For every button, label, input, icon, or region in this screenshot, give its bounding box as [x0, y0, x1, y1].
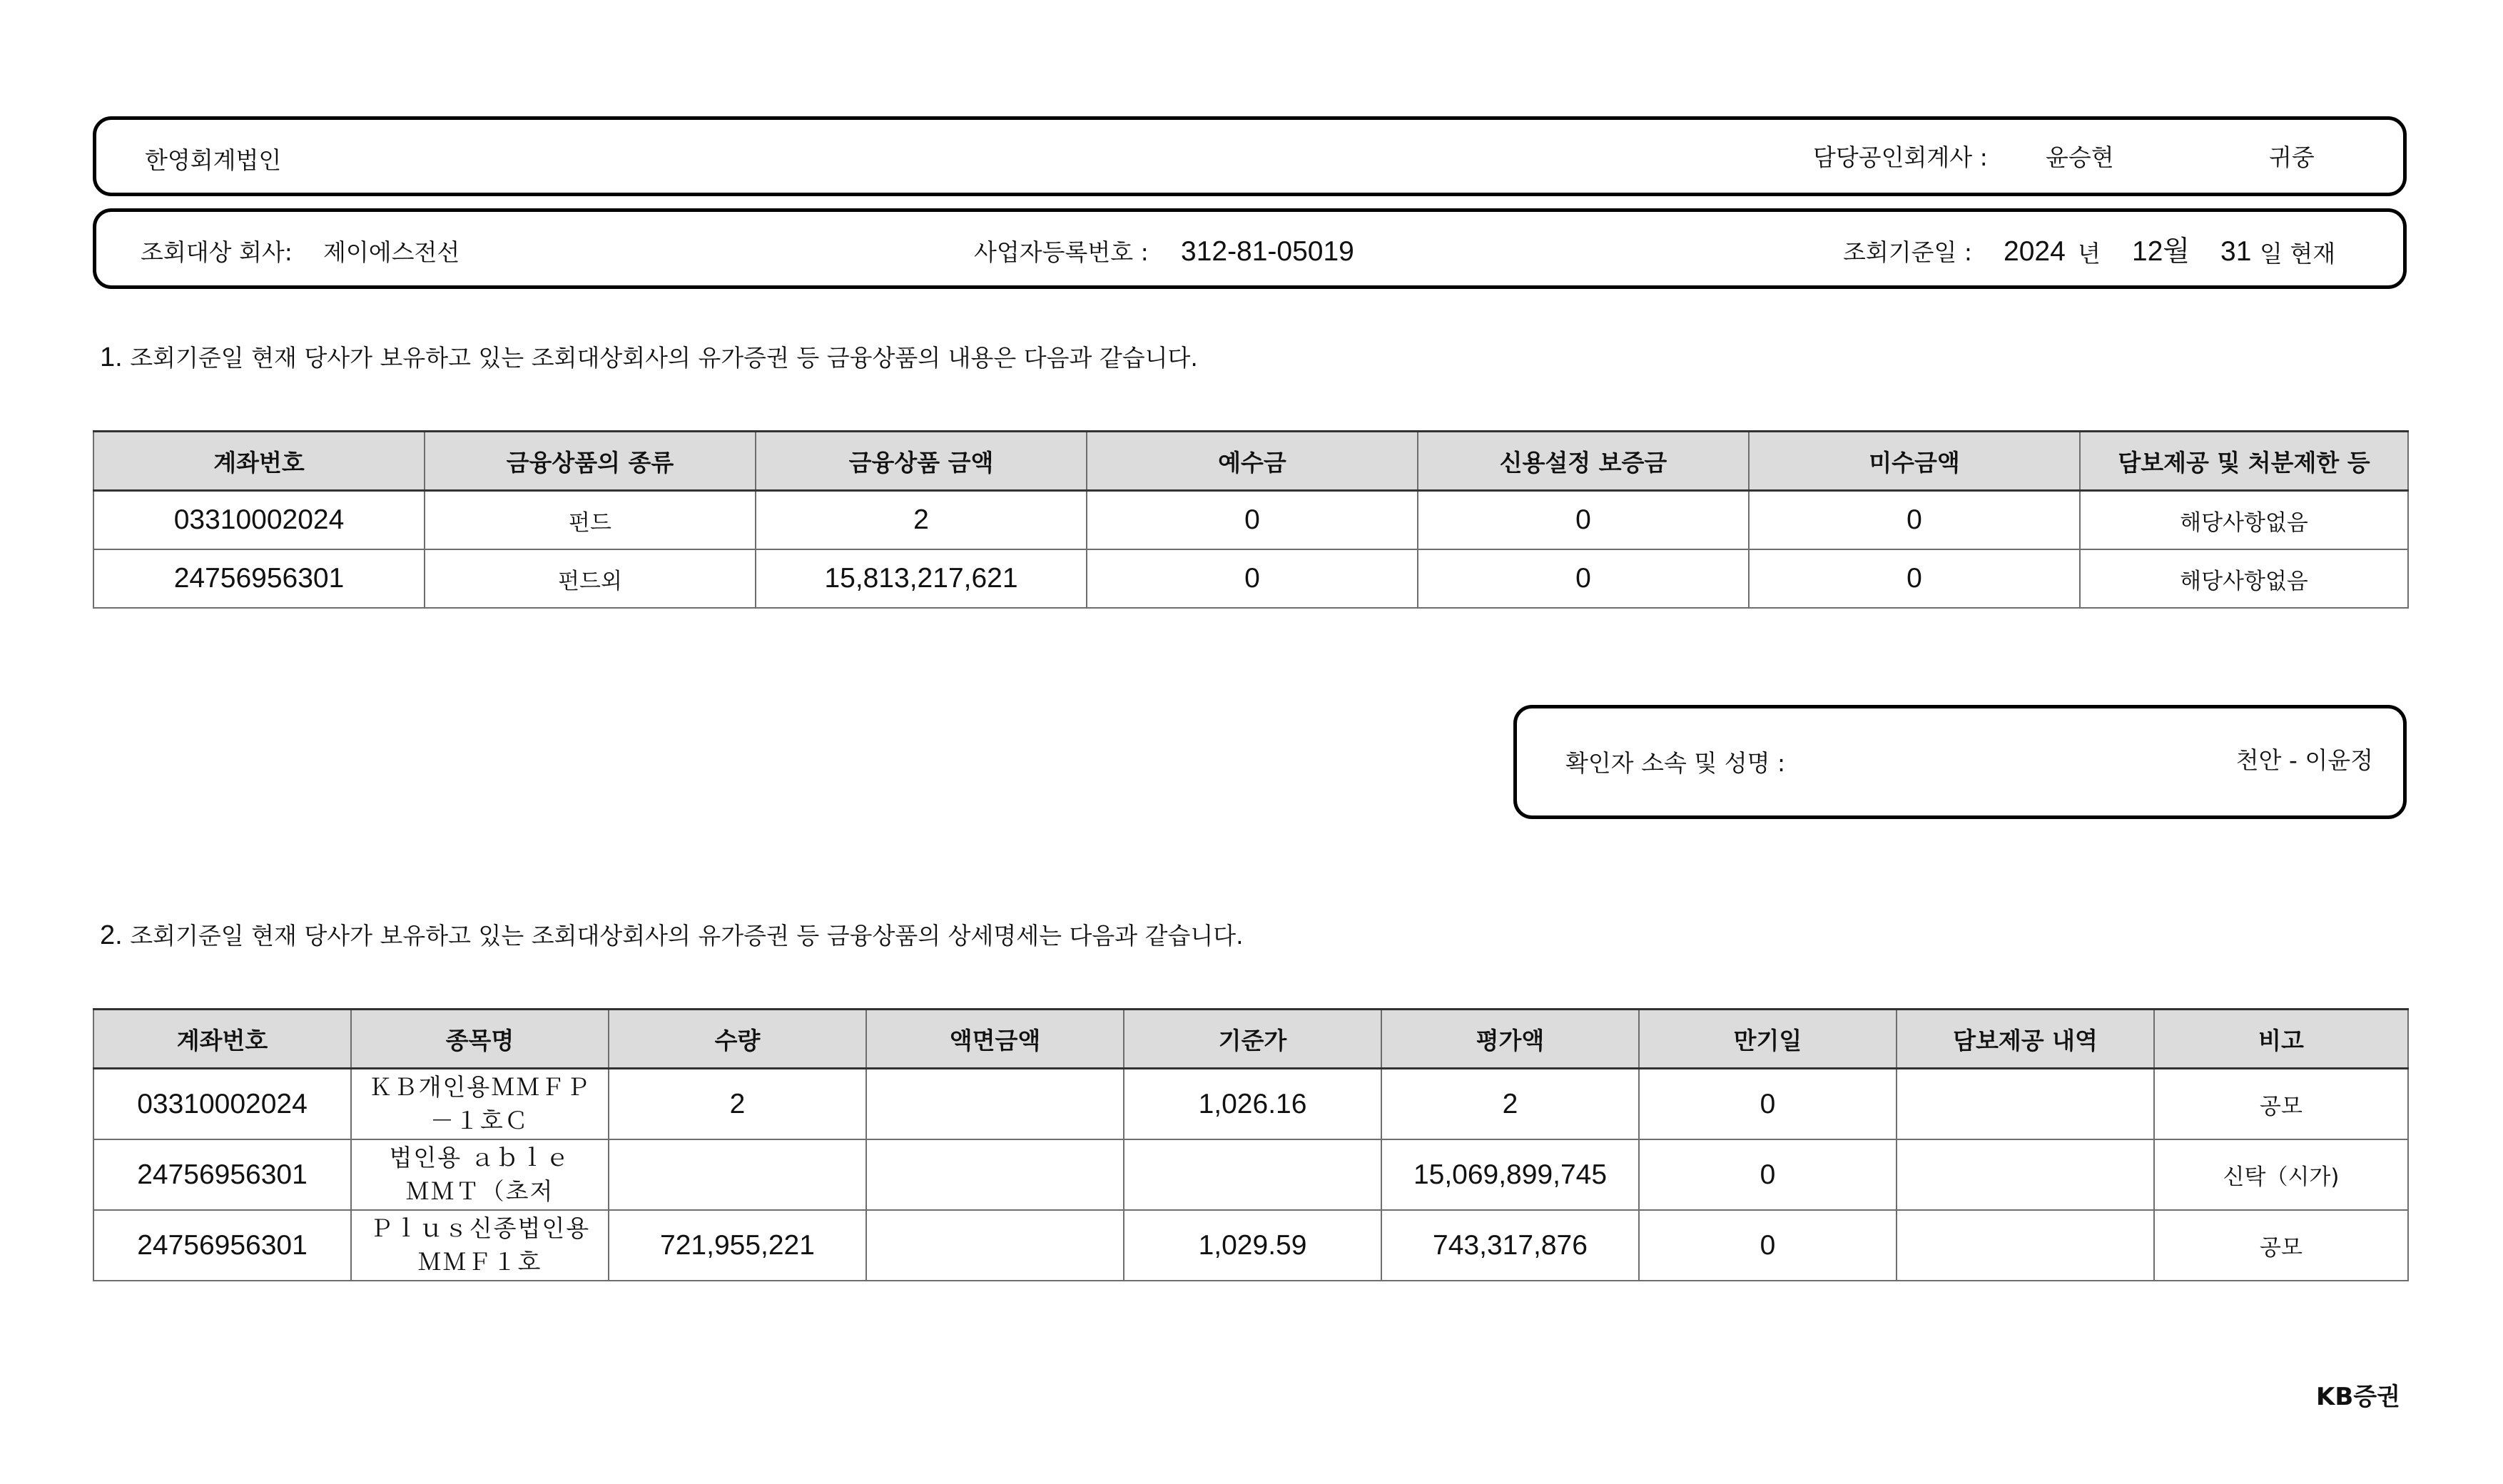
cell-account: 03310002024: [93, 491, 425, 550]
cell-base-price: [1124, 1139, 1381, 1210]
cell-quantity: 721,955,221: [609, 1210, 866, 1281]
col-deposit: 예수금: [1087, 432, 1418, 491]
col-receivable: 미수금액: [1749, 432, 2080, 491]
cell-collateral-detail: [1897, 1139, 2154, 1210]
cell-deposit: 0: [1087, 549, 1418, 608]
cell-valuation: 743,317,876: [1381, 1210, 1639, 1281]
cell-account: 24756956301: [93, 549, 425, 608]
cell-collateral-detail: [1897, 1069, 2154, 1140]
cell-security-name: [351, 1139, 609, 1210]
table-row: [93, 491, 2408, 550]
date-day: 31: [2220, 236, 2252, 267]
date-month: 12월: [2132, 236, 2190, 267]
security-name-line2: －１호Ｃ: [430, 1106, 529, 1134]
cell-maturity: 0: [1639, 1069, 1897, 1140]
security-name-line1: Ｐｌｕｓ신종법인용: [369, 1214, 591, 1243]
table-row: [93, 549, 2408, 608]
holdings-detail-table: [93, 1008, 2409, 1281]
col-collateral: 담보제공 및 처분제한 등: [2080, 432, 2408, 491]
cell-valuation: 2: [1381, 1069, 1639, 1140]
cell-credit-deposit: 0: [1418, 549, 1749, 608]
firm-name: 한영회계법인: [145, 146, 282, 174]
cell-valuation: 15,069,899,745: [1381, 1139, 1639, 1210]
cell-remarks: 공모: [2154, 1069, 2408, 1140]
company-name: 제이에스전선: [323, 238, 460, 266]
confirmer-box: [1513, 705, 2407, 819]
col-account: 계좌번호: [93, 432, 425, 491]
table-header-row: [93, 432, 2408, 491]
col-face-amount: 액면금액: [866, 1010, 1124, 1069]
reg-no-label: 사업자등록번호 :: [974, 238, 1149, 266]
cell-account: 03310002024: [93, 1069, 351, 1140]
cell-account: 24756956301: [93, 1139, 351, 1210]
col-maturity: 만기일: [1639, 1010, 1897, 1069]
col-valuation: 평가액: [1381, 1010, 1639, 1069]
cell-face-amount: [866, 1069, 1124, 1140]
cell-maturity: 0: [1639, 1210, 1897, 1281]
cell-remarks: 신탁（시가): [2154, 1139, 2408, 1210]
col-collateral-detail: 담보제공 내역: [1897, 1010, 2154, 1069]
cell-remarks: 공모: [2154, 1210, 2408, 1281]
security-name-line1: 법인용 ａｂｌｅ: [389, 1144, 571, 1172]
section1-number: 1.: [100, 342, 123, 372]
table-row: [93, 1139, 2408, 1210]
cell-base-price: 1,029.59: [1124, 1210, 1381, 1281]
table-row: [93, 1069, 2408, 1140]
cell-collateral-detail: [1897, 1210, 2154, 1281]
cell-product-amount: 15,813,217,621: [756, 549, 1087, 608]
security-name-line2: ＭＭＴ（초저: [405, 1176, 554, 1205]
date-label: 조회기준일 :: [1843, 238, 1972, 266]
col-product-type: 금융상품의 종류: [425, 432, 756, 491]
cell-face-amount: [866, 1139, 1124, 1210]
cpa-label: 담당공인회계사 :: [1813, 143, 1988, 171]
cell-maturity: 0: [1639, 1139, 1897, 1210]
col-product-amount: 금융상품 금액: [756, 432, 1087, 491]
cell-product-type: 펀드외: [425, 549, 756, 608]
addressee-box: [93, 116, 2407, 196]
cell-receivable: 0: [1749, 549, 2080, 608]
honorific: 귀중: [2269, 143, 2315, 171]
security-name-line2: ＭＭＦ１호: [417, 1247, 542, 1276]
date-year-unit: 년: [2078, 240, 2101, 268]
cell-quantity: [609, 1139, 866, 1210]
cell-deposit: 0: [1087, 491, 1418, 550]
section2-heading: [100, 922, 1244, 949]
cell-product-amount: 2: [756, 491, 1087, 550]
table-row: [93, 1210, 2408, 1281]
section2-number: 2.: [100, 920, 123, 950]
cpa-name: 윤승현: [2046, 143, 2114, 171]
col-security-name: 종목명: [351, 1010, 609, 1069]
col-credit-deposit: 신용설정 보증금: [1418, 432, 1749, 491]
cell-product-type: 펀드: [425, 491, 756, 550]
cell-account: 24756956301: [93, 1210, 351, 1281]
cell-receivable: 0: [1749, 491, 2080, 550]
cell-quantity: 2: [609, 1069, 866, 1140]
company-label: 조회대상 회사:: [141, 238, 293, 266]
confirmer-value: 천안 - 이윤정: [2235, 746, 2373, 774]
section1-text: 조회기준일 현재 당사가 보유하고 있는 조회대상회사의 유가증권 등 금융상품의 내용은 다음과 같습니다.: [130, 344, 1198, 372]
date-year: 2024: [2004, 236, 2066, 267]
section2-text: 조회기준일 현재 당사가 보유하고 있는 조회대상회사의 유가증권 등 금융상품의 상세명세는 다음과 같습니다.: [130, 922, 1244, 950]
brand-logo-text: KB증권: [2316, 1383, 2400, 1411]
col-account: 계좌번호: [93, 1010, 351, 1069]
holdings-summary-table: [93, 430, 2409, 609]
cell-collateral: 해당사항없음: [2080, 491, 2408, 550]
col-quantity: 수량: [609, 1010, 866, 1069]
reg-no: 312-81-05019: [1181, 236, 1354, 267]
security-name-line1: ＫＢ개인용ＭＭＦＰ: [368, 1073, 592, 1102]
cell-collateral: 해당사항없음: [2080, 549, 2408, 608]
table-header-row: [93, 1010, 2408, 1069]
date-suffix: 일 현재: [2260, 240, 2336, 268]
cell-face-amount: [866, 1210, 1124, 1281]
section1-heading: [100, 344, 1198, 371]
cell-security-name: [351, 1210, 609, 1281]
col-base-price: 기준가: [1124, 1010, 1381, 1069]
inquiry-box: [93, 208, 2407, 289]
col-remarks: 비고: [2154, 1010, 2408, 1069]
cell-base-price: 1,026.16: [1124, 1069, 1381, 1140]
confirmer-label: 확인자 소속 및 성명 :: [1565, 749, 1786, 777]
cell-credit-deposit: 0: [1418, 491, 1749, 550]
cell-security-name: [351, 1069, 609, 1140]
